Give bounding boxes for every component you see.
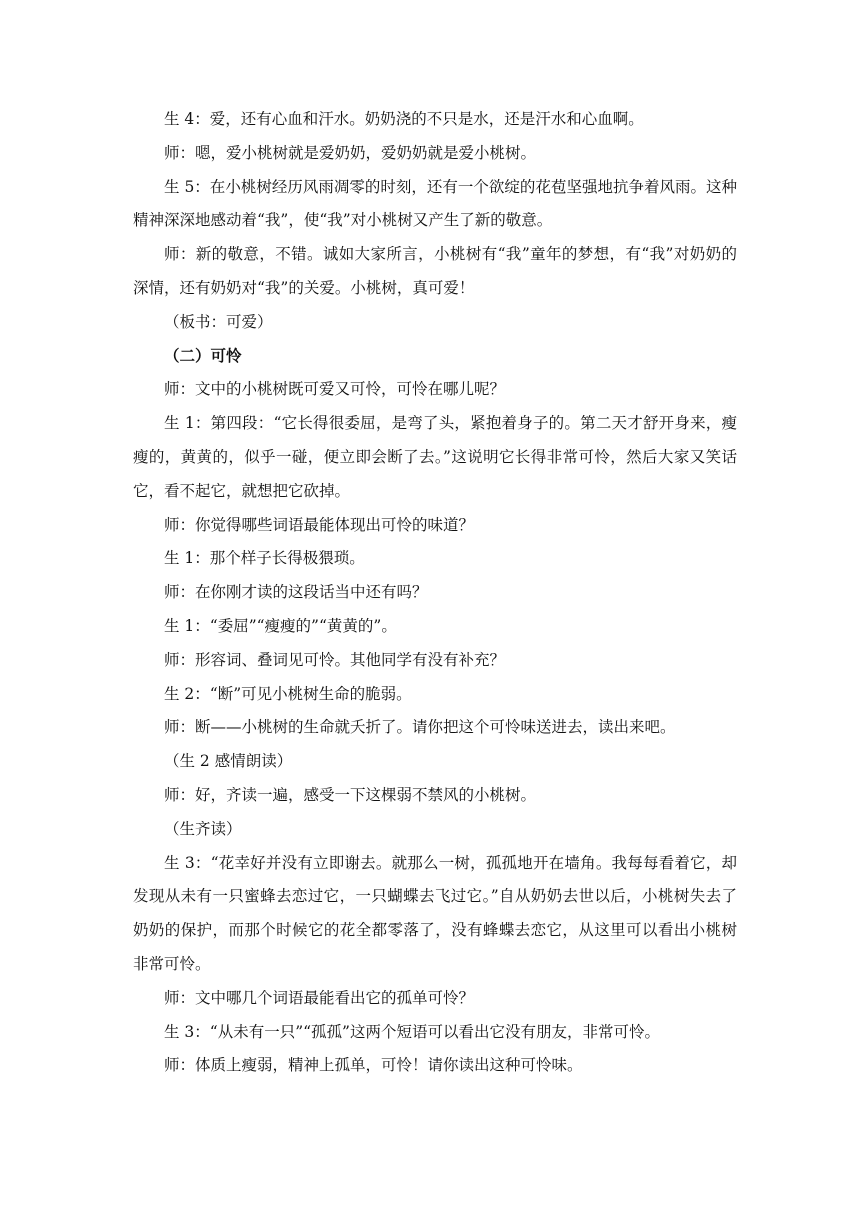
paragraph: 生 1：“委屈”“瘦瘦的”“黄黄的”。	[164, 616, 397, 635]
paragraph: 师：嗯，爱小桃树就是爱奶奶，爱奶奶就是爱小桃树。	[164, 143, 537, 162]
document-page	[133, 103, 737, 1083]
paragraph: 师：体质上瘦弱，精神上孤单，可怜！请你读出这种可怜味。	[164, 1056, 583, 1075]
paragraph: 师：文中哪几个词语最能看出它的孤单可怜？	[164, 988, 475, 1007]
paragraph: 师：在你刚才读的这段话当中还有吗？	[164, 583, 428, 602]
paragraph: 生 5：在小桃树经历风雨凋零的时刻，还有一个欲绽的花苞坚强地抗争着风雨。这种精神深深地感动着“我”，使“我”对小桃树又产生了新的敬意。	[133, 177, 737, 230]
stage-direction: （生齐读）	[164, 819, 242, 838]
paragraph: 师：文中的小桃树既可爱又可怜，可怜在哪儿呢？	[164, 380, 506, 399]
paragraph: 生 2：“断”可见小桃树生命的脆弱。	[164, 684, 412, 703]
section-heading: （二）可怜	[164, 346, 242, 365]
board-note: （板书：可爱）	[164, 312, 273, 331]
paragraph: 生 3：“花幸好并没有立即谢去。就那么一树，孤孤地开在墙角。我每每看着它，却发现从未有一只蜜蜂去恋过它，一只蝴蝶去飞过它。”自从奶奶去世以后，小桃树失去了奶奶的保护，而那个时候它的花全都零落了，没有蜂蝶去恋它，从这里可以看出小桃树非常可怜。	[133, 853, 737, 973]
paragraph: 生 1：那个样子长得极猥琐。	[164, 549, 365, 568]
paragraph: 师：断——小桃树的生命就夭折了。请你把这个可怜味送进去，读出来吧。	[164, 718, 676, 737]
paragraph: 师：形容词、叠词见可怜。其他同学有没有补充？	[164, 650, 506, 669]
paragraph: 生 1：第四段：“它长得很委屈，是弯了头，紧抱着身子的。第二天才舒开身来，瘦瘦的，黄黄的，似乎一碰，便立即会断了去。”这说明它长得非常可怜，然后大家又笑话它，看不起它，就想把它砍掉。	[133, 414, 737, 500]
paragraph: 师：新的敬意，不错。诚如大家所言，小桃树有“我”童年的梦想，有“我”对奶奶的深情，还有奶奶对“我”的关爱。小桃树，真可爱！	[133, 245, 737, 297]
paragraph: 师：好，齐读一遍，感受一下这棵弱不禁风的小桃树。	[164, 785, 537, 804]
paragraph: 生 3：“从未有一只”“孤孤”这两个短语可以看出它没有朋友，非常可怜。	[164, 1022, 660, 1041]
stage-direction: （生 2 感情朗读）	[164, 752, 293, 771]
paragraph: 师：你觉得哪些词语最能体现出可怜的味道？	[164, 515, 475, 534]
paragraph: 生 4：爱，还有心血和汗水。奶奶浇的不只是水，还是汗水和心血啊。	[164, 110, 644, 128]
